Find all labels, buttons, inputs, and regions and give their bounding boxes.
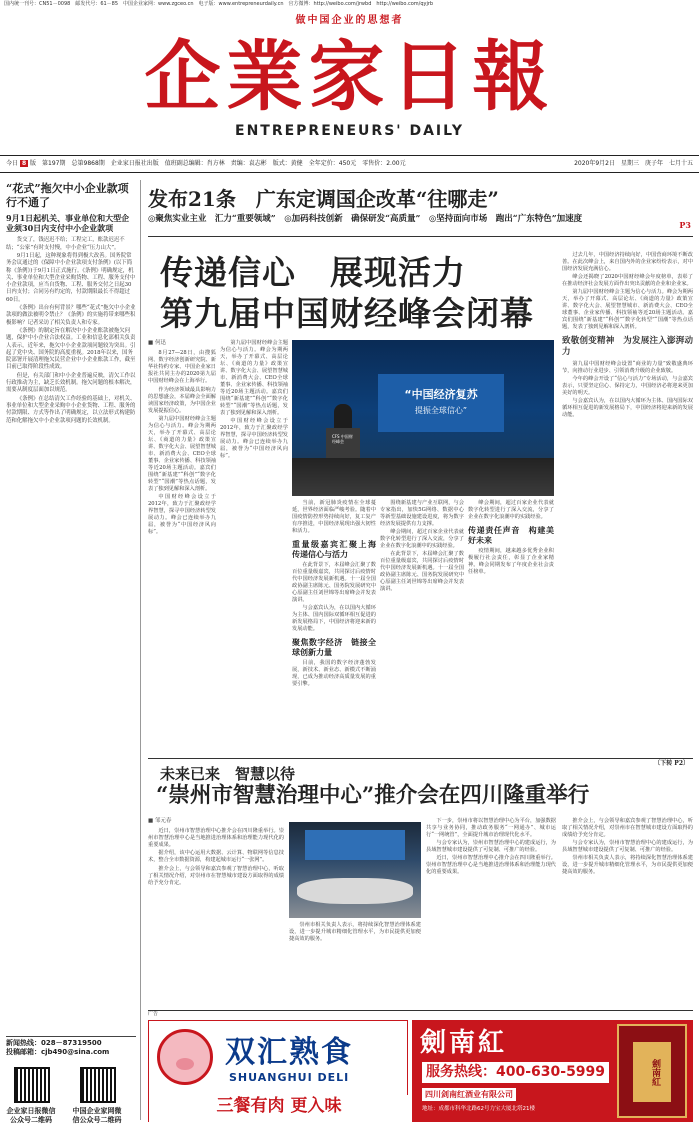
paragraph: 中国财经峰会设立于2012年，致力于汇聚政经学界智慧，探寻中国经济转型发展动力。峰会已连续举办九届，被誉为“中国经济风向标”。 xyxy=(220,418,288,460)
paragraph: 峰会期间，超过百家企业代表就数字化转型进行了深入交流，分享了企业在数字化浪潮中的实践经验。 xyxy=(380,529,464,550)
paragraph: 当前，新冠肺炎疫情在全球蔓延，世界经济面临严峻考验。随着中国疫情防控形势持续向好，复工复产有序推进，中国经济展现出强大韧性和活力。 xyxy=(292,500,376,535)
shuanghui-ad[interactable] xyxy=(148,1020,408,1122)
masthead xyxy=(0,10,699,150)
left-column-article xyxy=(6,182,136,982)
paragraph: 据介绍，该中心运用大数据、云计算、物联网等信息技术，整合全市数据资源，构建起城市运行“一张网”。 xyxy=(148,850,284,864)
screen-text-line1: “中国经济复苏 xyxy=(404,388,478,401)
ad1-slogan: 三餐有肉 更入味 xyxy=(149,1095,409,1123)
main-article-col3 xyxy=(292,500,384,750)
second-article-col3 xyxy=(426,818,556,1004)
paragraph: 8月27—28日，由搜狐网、数字经济创新研究院、新华社特约专家、中国企业家日报社共同主办的2020第九届中国财经峰会在上海举行。 xyxy=(148,350,216,385)
paragraph: 围绕新基建与产业互联网，与会专家指出，加快5G网络、数据中心等新型基础设施建设进度，将为数字经济发展提供有力支撑。 xyxy=(380,500,464,528)
left-article-paragraph: 货交了，钱迟迟不给；工程完工，账款迟迟不结；“公家”有时支付慢，中小企业“压力山大”。 xyxy=(6,237,125,251)
main-article-col4 xyxy=(380,500,464,750)
governance-center-photo xyxy=(289,822,421,918)
lectern-logo: CFS 中国财经峰会 xyxy=(332,434,353,445)
top-headline[interactable]: 发布21条 广东定调国企改革“往哪走” xyxy=(148,187,499,211)
second-article-author: ■ 邹元春 xyxy=(148,818,172,824)
paragraph: 与会嘉宾认为，在以国内大循环为主体、国内国际双循环相互促进的新发展格局下，中国经济将迎来新的发展动能。 xyxy=(562,398,693,419)
paragraph: 峰会期间，超过百家企业代表就数字化转型进行了深入交流，分享了企业在数字化浪潮中的实践经验。 xyxy=(468,500,554,521)
subhead: 重量级嘉宾汇聚上海 传递信心与活力 xyxy=(292,539,384,560)
second-article-col4 xyxy=(562,818,693,1004)
paragraph: 崇州市相关负责人表示，将持续深化智慧治理体系建设，进一步提升城市精细化管理水平，为市民提供更加便捷高效的服务。 xyxy=(289,922,421,943)
ad-bar: 广告 xyxy=(148,1010,693,1018)
pig-logo-icon xyxy=(157,1029,213,1085)
stage-screen xyxy=(378,374,504,432)
ad2-company: 四川剑南红酒业有限公司 xyxy=(422,1088,516,1101)
main-headline[interactable] xyxy=(160,252,550,334)
ad2-tel: 服务热线：400-630-5999 xyxy=(422,1062,609,1083)
subhead: 传递责任声音 构建美好未来 xyxy=(468,525,554,546)
qr-code-icon[interactable] xyxy=(14,1067,50,1103)
main-headline-line1: 传递信心 展现活力 xyxy=(160,253,466,292)
paragraph: 在此背景下，本届峰会汇聚了数百位重量级嘉宾，共同探讨后疫情时代中国经济发展新机遇。十一届全国政协副主席陈元、国务院发展研究中心原副主任刘世锦等出席峰会并发表演讲。 xyxy=(292,562,376,604)
qr2-label: 中国企业家网微信公众号二维码 xyxy=(72,1107,122,1125)
issue-info-bar xyxy=(0,155,699,173)
paragraph: 今年的峰会开设了“信心与活力”专场活动，与会嘉宾表示，只要坚定信心、保持定力，中国经济必将迎来更加美好的明天。 xyxy=(562,376,693,397)
contact-footer xyxy=(6,1036,136,1125)
section-rule xyxy=(148,758,693,759)
ad2-brand: 劍南紅 xyxy=(420,1028,508,1058)
paragraph: 第九届中国财经峰会主题为信心与活力。峰会为期两天，举办了开幕式、高层论坛、《商道的力量》政策宣讲、数字化大会、展望智慧城市、新消费大会、CEO全球董事、企业家传播、科技领袖等近20场主题活动。嘉宾们围绕“新基建”“科创”“数字化转型”“国潮”等热点话题，发表了独到见解和深入剖析。 xyxy=(220,340,288,417)
left-article-paragraph: 9月1日起，这种现象将得到极大改善。国务院常务会议通过的《保障中小企业款项支付条例》(以下简称《条例》)于9月1日正式施行。《条例》明确规定，机关、事业单位和大型企业采购货物、工程、服务支付中小企业款项，应当自货物、工程、服务交付之日起30日内支付；合同另有约定的，付款期限最长不得超过60日。 xyxy=(6,252,136,303)
issue-date: 2020年9月2日 星期三 庚子年 七月十五 xyxy=(574,160,693,167)
paragraph: 近日，崇州市智慧治理中心推介会在四川隆重举行。崇州市智慧治理中心是当地推进治理体系和治理能力现代化的重要成果。 xyxy=(426,855,556,876)
main-article-right-col xyxy=(562,252,693,748)
page-count: 8 xyxy=(21,160,27,167)
paragraph: 作为经济领域最具影响力的思想盛会，本届峰会全面解读国家经济政策，为中国企业发展提振信心。 xyxy=(148,386,216,414)
jiannanhong-ad[interactable] xyxy=(412,1020,693,1122)
ad1-brand-en: SHUANGHUI DELI xyxy=(229,1071,350,1084)
paragraph: 与会嘉宾认为，在以国内大循环为主体、国内国际双循环相互促进的新发展格局下，中国经济将迎来新的发展动能。 xyxy=(292,605,376,633)
audience xyxy=(292,458,554,496)
left-article-paragraph: 《条例》出台有何背景？哪些“花式”拖欠中小企业款项的做法被明令禁止？《条例》的实施将带来哪些积极影响？记者采访了相关负责人和专家。 xyxy=(6,305,136,326)
qr1-label: 企业家日报微信公众号二维码 xyxy=(6,1107,56,1125)
news-hotline: 新闻热线：028－87319500 xyxy=(6,1039,102,1047)
paragraph: 第九届中国财经峰会主题为信心与活力。峰会为期两天，举办了开幕式、高层论坛、《商道的力量》政策宣讲、数字化大会、展望智慧城市、新消费大会、CEO全球董事、企业家传播、科技领袖等近20场主题活动。嘉宾们围绕“新基建”“科创”“数字化转型”“国潮”等热点话题，发表了独到见解和深入剖析。 xyxy=(562,289,693,331)
paragraph: 在此背景下，本届峰会汇聚了数百位重量级嘉宾，共同探讨后疫情时代中国经济发展新机遇。十一届全国政协副主席陈元、国务院发展研究中心原副主任刘世锦等出席峰会并发表演讲。 xyxy=(380,551,464,593)
second-article-title[interactable]: “崇州市智慧治理中心”推介会在四川隆重举行 xyxy=(156,783,590,808)
paragraph: 与会专家认为，崇州市智慧治理中心的建成运行，为县域智慧城市建设提供了可复制、可推广的经验。 xyxy=(426,840,556,854)
main-headline-line2: 第九届中国财经峰会闭幕 xyxy=(160,294,534,333)
second-article-pretitle: 未来已来 智慧以待 xyxy=(160,765,296,783)
paragraph: 崇州市相关负责人表示，将持续深化智慧治理体系建设，进一步提升城市精细化管理水平，为市民提供更加便捷高效的服务。 xyxy=(562,855,693,876)
main-article-col1 xyxy=(148,340,216,750)
left-article-subtitle: 9月1日起机关、事业单位和大型企业须30日内支付中小企业款项 xyxy=(6,212,130,233)
qr-code-icon[interactable] xyxy=(80,1067,116,1103)
subhead: 致敬创变精神 为发展注入澎湃动力 xyxy=(562,336,693,358)
paragraph: 近日，崇州市智慧治理中心推介会在四川隆重举行。崇州市智慧治理中心是当地推进治理体系和治理能力现代化的重要成果。 xyxy=(148,828,284,849)
second-article-col2 xyxy=(289,922,421,1004)
main-article-col5 xyxy=(468,500,554,750)
today-label: 今日 xyxy=(6,160,19,167)
issue-details: 版 第197期 总第9868期 企业家日报社出版 值班副总编辑：肖方林 责编：袁志彬 版式：黄健 全年定价：450元 零售价：2.00元 xyxy=(30,160,406,167)
main-article-author: ■ 何迅 xyxy=(148,340,166,346)
wine-bottle-icon xyxy=(617,1024,687,1118)
newspaper-logo: 企業家日報 xyxy=(144,32,555,121)
paragraph: 推介会上，与会领导和嘉宾参观了智慧治理中心，听取了相关情况介绍，对崇州市在智慧城市建设方面取得的成绩给予充分肯定。 xyxy=(562,818,693,839)
paragraph: 第九届中国财经峰会主题为信心与活力。峰会为期两天，举办了开幕式、高层论坛、《商道的力量》政策宣讲、数字化大会、展望智慧城市、新消费大会、CEO全球董事、企业家传播、科技领袖等近20场主题活动。嘉宾们围绕“新基建”“科创”“数字化转型”“国潮”等热点话题，发表了独到见解和深入剖析。 xyxy=(148,415,216,492)
second-article-col1 xyxy=(148,818,284,1004)
left-article-paragraph: 《条例》在总结清欠工作经验的基础上，对机关、事业单位和大型企业采购中小企业货物、工程、服务的付款期限、方式等作出了明确规定，以立法形式构建防范和化解拖欠中小企业款项问题的长效机制。 xyxy=(6,395,136,424)
paragraph: 疫情期间，越来越多优秀企业积极履行社会责任，彰显了企业家精神。峰会同期发布了年度企业社会责任榜单。 xyxy=(468,548,554,576)
paragraph: 中国财经峰会设立于2012年，致力于汇聚政经学界智慧，探寻中国经济转型发展动力。峰会已连续举办九届，被誉为“中国经济风向标”。 xyxy=(148,493,216,535)
continue-marker[interactable]: 〔下转 P2〕 xyxy=(654,760,689,767)
left-article-paragraph: 但是，有关部门和中小企业普遍反映，清欠工作以行政推动为主，缺乏长效机制。拖欠问题的根本解决，需要从制度层面加以规范。 xyxy=(6,372,136,394)
summit-photo xyxy=(292,340,554,496)
paragraph: 与会专家认为，崇州市智慧治理中心的建成运行，为县域智慧城市建设提供了可复制、可推广的经验。 xyxy=(562,840,693,854)
section-rule xyxy=(148,236,693,237)
photo-screen xyxy=(305,830,405,860)
main-article-col2 xyxy=(220,340,288,750)
paragraph: 峰会还揭晓了2020中国财经峰会年度榜单，表彰了在推动经济社会发展方面作出突出贡献的企业和企业家。 xyxy=(562,274,693,288)
paragraph: 下一步，崇州市将以智慧治理中心为平台，加强数据共享与业务协同，推动政务服务“一网通办”、城市运行“一网统管”，全面提升城市治理现代化水平。 xyxy=(426,818,556,839)
newspaper-logo-en: ENTREPRENEURS' DAILY xyxy=(235,123,464,139)
top-headline-subtitles: ◎聚焦实业主业 汇力“重要领域” ◎加码科技创新 确保研发“高质量” ◎坚持面向市场 跑出“广东特色”加速度 xyxy=(148,214,583,224)
paragraph: 过去几年，中国经济持续向好，中国营商环境不断改善。在此次峰会上，来自国内外的企业家纷纷表示，对中国经济发展充满信心。 xyxy=(562,252,693,273)
bottle-label: 劍南紅 xyxy=(633,1042,671,1102)
paragraph: 第九届中国财经峰会设置“商业的力量”致敬盛典环节，向推动行业进步、引领消费升级的企业致敬。 xyxy=(562,361,693,375)
subhead: 聚焦数字经济 链接全球创新力量 xyxy=(292,637,376,658)
masthead-tagline: 做中国企业的思想者 xyxy=(295,15,404,26)
ad2-address: 地址：成都市科华北路62号力宝大厦北塔21楼 xyxy=(422,1106,535,1112)
paragraph: 目前，我国的数字经济蓬勃发展，新技术、新业态、新模式不断涌现，已成为推动经济高质量发展的重要引擎。 xyxy=(292,660,376,688)
ad1-brand-cn: 双汇熟食 xyxy=(225,1035,353,1070)
page-reference[interactable]: P3 xyxy=(679,220,691,230)
screen-text-line2: 提振全球信心” xyxy=(414,405,468,415)
photo-table xyxy=(297,878,413,904)
submission-email: 投稿邮箱：cjb490@sina.com xyxy=(6,1048,110,1057)
left-article-title: “花式”拖欠中小企业款项行不通了 xyxy=(6,182,129,210)
paragraph: 推介会上，与会领导和嘉宾参观了智慧治理中心，听取了相关情况介绍，对崇州市在智慧城市建设方面取得的成绩给予充分肯定。 xyxy=(148,865,284,886)
column-divider xyxy=(140,180,141,1120)
left-article-paragraph: 《条例》的制定旨在解决中小企业账款被拖欠问题，保护中小企业合法权益。工业和信息化部相关负责人表示，近年来，拖欠中小企业款项问题较为突出。引起了党中央、国务院的高度重视。2018年以来，国务院部署开展清理拖欠民营企业中小企业账款工作，截至目前已取得阶段性成效。 xyxy=(6,327,136,371)
top-info-bar: 国内统一刊号：CN51－0098 邮发代号：61－85 中国企业家网：www.zgceo.cn 电子版：www.entrepreneurdaily.cn 官方微博：http://weibo.com/jrwbd http://weibo.com/qyjrb xyxy=(4,1,434,7)
